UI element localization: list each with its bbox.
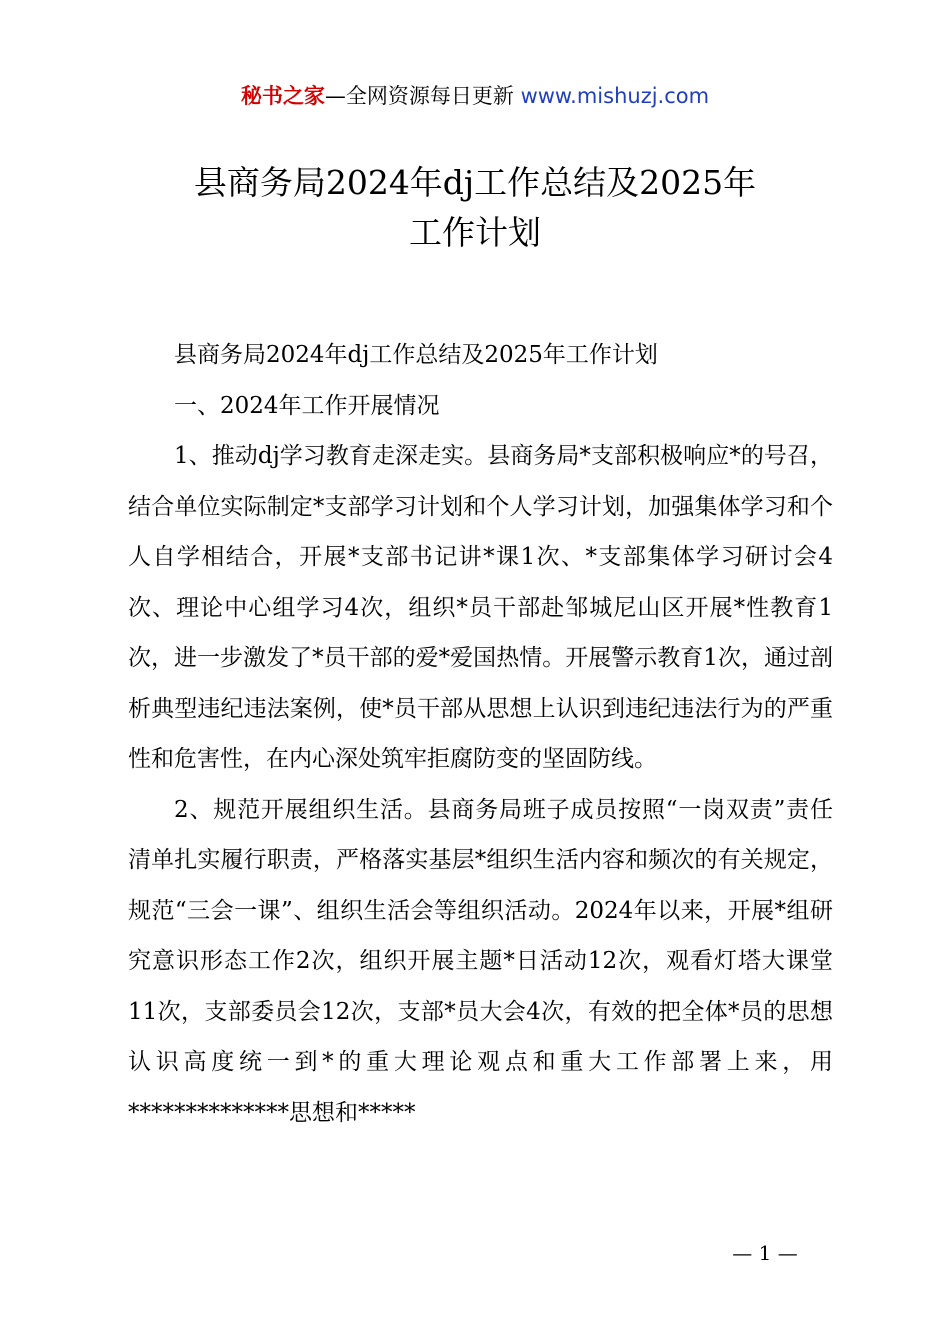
body-paragraph-2: 2、规范开展组织生活。县商务局班子成员按照“一岗双责”责任清单扎实履行职责，严格落实基层*组织生活内容和频次的有关规定，规范“三会一课”、组织生活会等组织活动。2024年以来，开展*组研究意识形态工作2次，组织开展主题*日活动12次，观看灯塔大课堂11次，支部委员会12次，支部*员大会4次，有效的把全体*员的思想认识高度统一到*的重大理论观点和重大工作部署上来，用**************思想和***** xyxy=(128,796,833,1126)
site-url-link[interactable]: www.mishuzj.com xyxy=(520,84,710,108)
document-body xyxy=(128,330,833,1138)
site-banner xyxy=(0,80,950,112)
site-tagline: —全网资源每日更新 xyxy=(324,84,514,108)
page-number: — 1 — xyxy=(732,1241,798,1265)
subtitle-paragraph: 县商务局2024年dj工作总结及2025年工作计划 xyxy=(174,342,658,368)
site-brand: 秘书之家 xyxy=(240,84,325,108)
title-line-2: 工作计划 xyxy=(409,213,541,252)
section-heading: 一、2024年工作开展情况 xyxy=(174,392,440,419)
title-line-1: 县商务局2024年dj工作总结及2025年 xyxy=(193,163,757,202)
body-paragraph-1: 1、推动dj学习教育走深走实。县商务局*支部积极响应*的号召，结合单位实际制定*支部学习计划和个人学习计划，加强集体学习和个人自学相结合，开展*支部书记讲*课1次、*支部集体学习研讨会4次、理论中心组学习4次，组织*员干部赴邹城尼山区开展*性教育1次，进一步激发了*员干部的爱*爱国热情。开展警示教育1次，通过剖析典型违纪违法案例，使*员干部从思想上认识到违纪违法行为的严重性和危害性，在内心深处筑牢拒腐防变的坚固防线。 xyxy=(128,443,833,772)
document-title xyxy=(0,158,950,258)
